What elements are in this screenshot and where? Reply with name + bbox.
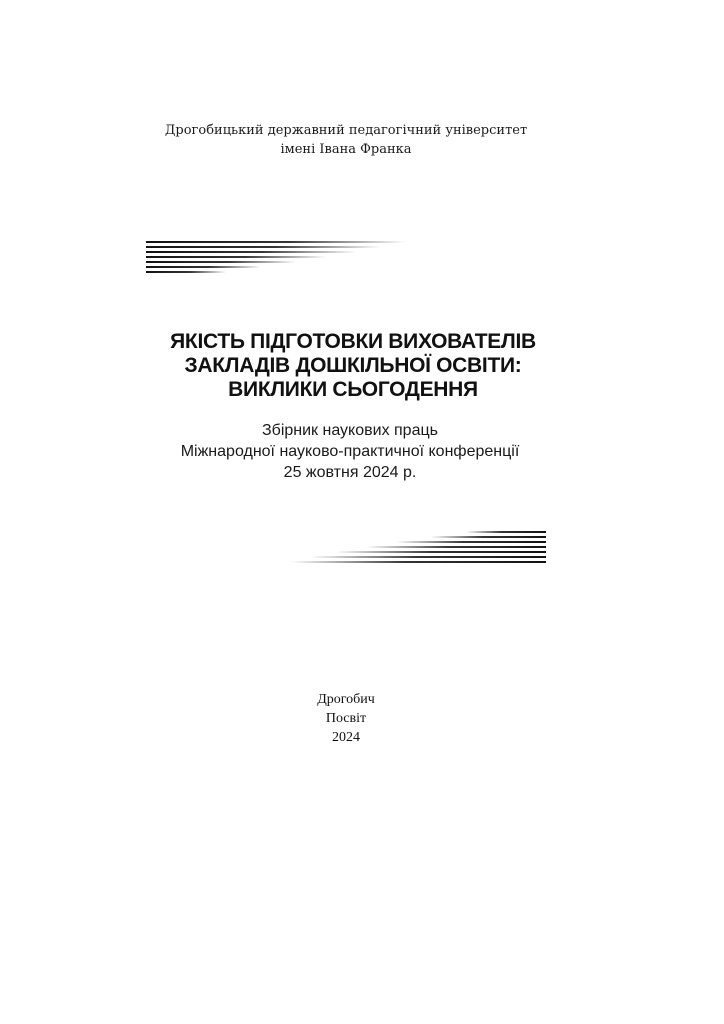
book-title [0,330,706,402]
title-line-1: ЯКІСТЬ ПІДГОТОВКИ ВИХОВАТЕЛІВ [170,330,536,353]
title-line-3: ВИКЛИКИ СЬОГОДЕННЯ [228,378,478,401]
decorative-lines-bottom [290,530,546,566]
imprint-city: Дрогобич [317,692,375,707]
imprint-year: 2024 [332,730,360,745]
imprint-publisher: Посвіт [325,711,367,726]
institution-name [0,121,692,159]
subtitle-line-1: Збірник наукових праць [262,422,438,439]
title-line-2: ЗАКЛАДІВ ДОШКІЛЬНОЇ ОСВІТИ: [184,354,522,377]
subtitle-line-2: Міжнародної науково-практичної конференції [180,443,520,460]
institution-line-2: імені Івана Франка [280,142,412,157]
imprint [0,690,692,747]
subtitle-line-3: 25 жовтня 2024 р. [283,464,417,481]
book-subtitle [0,420,700,483]
institution-line-1: Дрогобицький державний педагогічний університет [164,123,528,138]
decorative-lines-top [146,240,406,276]
